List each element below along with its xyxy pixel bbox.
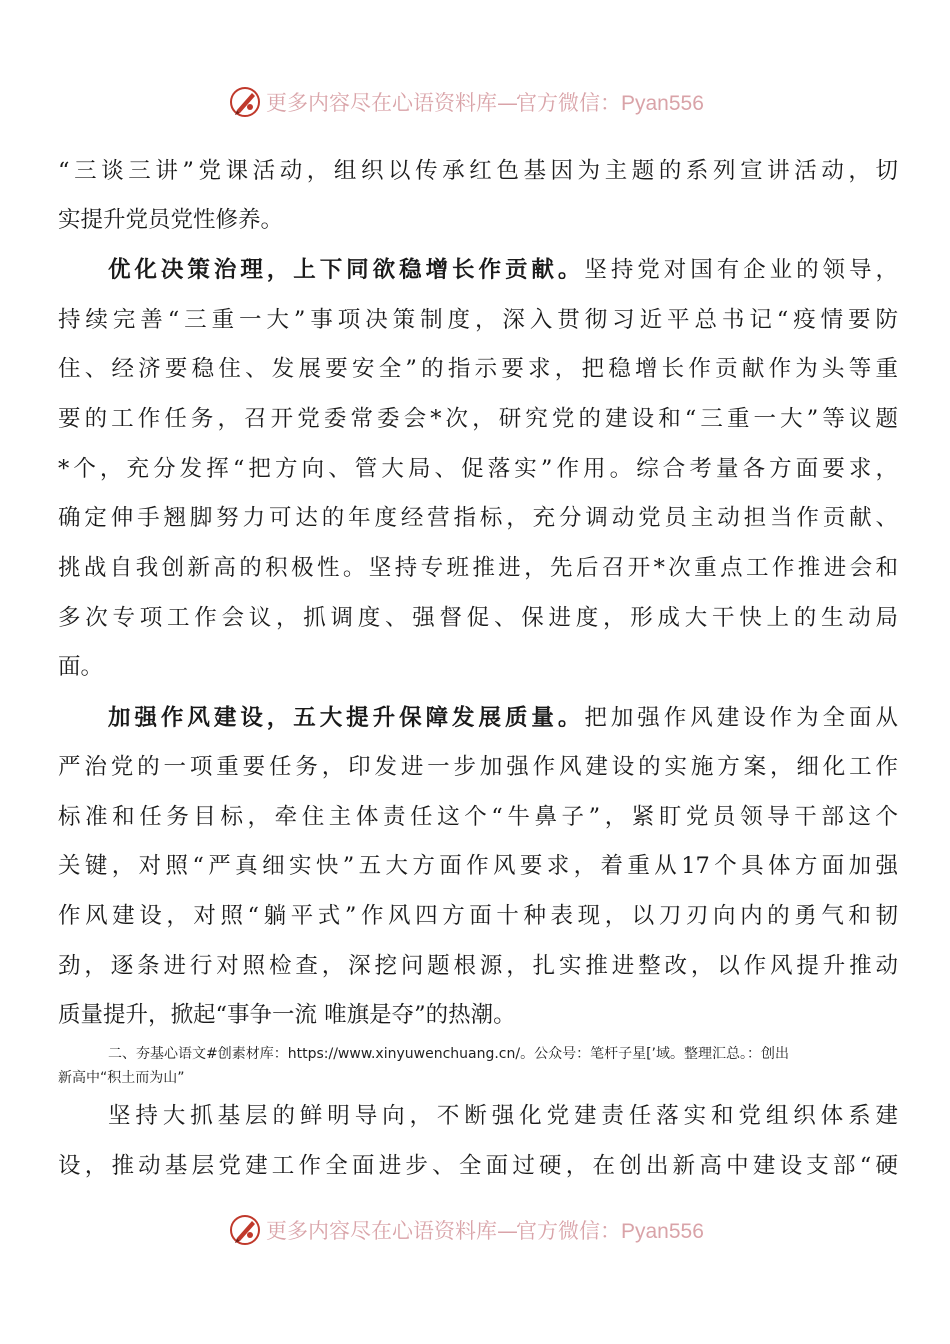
text-line-7: *个，充分发挥“把方向、管大局、促落实”作用。综合考量各方面要求， bbox=[58, 456, 898, 482]
text-line-17: 劲，逐条进行对照检查，深挖问题根源，扎实推进整改，以作风提升推动 bbox=[58, 953, 898, 979]
text-line-4: 持续完善“三重一大”事项决策制度，深入贯彻习近平总书记“疫情要防 bbox=[58, 307, 898, 333]
text-line-10: 多次专项工作会议，抓调度、强督促、保进度，形成大干快上的生动局 bbox=[58, 605, 898, 631]
text-line-18: 质量提升，掀起“事争一流 唯旗是夺”的热潮。 bbox=[58, 1002, 516, 1028]
text-line-8: 确定伸手翘脚努力可达的年度经营指标，充分调动党员主动担当作贡献、 bbox=[58, 505, 898, 531]
pen-seal-logo-icon bbox=[228, 1213, 262, 1247]
text-line-3 bbox=[108, 255, 898, 285]
watermark-official: 官方微信： bbox=[516, 1219, 621, 1243]
watermark-dash: — bbox=[497, 91, 516, 115]
watermark-banner-top bbox=[0, 82, 950, 122]
text-line-14: 标准和任务目标，牵住主体责任这个“牛鼻子”，紧盯党员领导干部这个 bbox=[58, 804, 898, 830]
text-line-1: “三谈三讲”党课活动，组织以传承红色基因为主题的系列宣讲活动，切 bbox=[58, 158, 898, 184]
text-line-9: 挑战自我创新高的积极性。坚持专班推进，先后召开*次重点工作推进会和 bbox=[58, 555, 898, 581]
text-line-3-rest: 坚持党对国有企业的领导， bbox=[584, 257, 898, 283]
watermark-official: 官方微信： bbox=[516, 91, 621, 115]
text-line-19: 坚持大抓基层的鲜明导向，不断强化党建责任落实和党组织体系建 bbox=[108, 1103, 898, 1129]
watermark-prefix: 更多内容尽在心语资料库 bbox=[266, 91, 497, 115]
text-line-11: 面。 bbox=[58, 654, 104, 680]
heading-decision: 优化决策治理，上下同欲稳增长作贡献。 bbox=[108, 257, 585, 283]
text-line-2: 实提升党员党性修养。 bbox=[58, 207, 284, 233]
text-line-15: 关键，对照“严真细实快”五大方面作风要求，着重从17个具体方面加强 bbox=[58, 853, 898, 879]
pen-seal-logo-icon bbox=[228, 85, 262, 119]
text-line-6: 要的工作任务，召开党委常委会*次，研究党的建设和“三重一大”等议题 bbox=[58, 406, 898, 432]
watermark-banner-bottom bbox=[0, 1210, 950, 1250]
text-line-5: 住、经济要稳住、发展要安全”的指示要求，把稳增长作贡献作为头等重 bbox=[58, 356, 898, 382]
source-note-line-2: 新高中“积土而为山” bbox=[58, 1070, 185, 1086]
text-line-12 bbox=[108, 703, 898, 733]
watermark-wechat-id: Pyan556 bbox=[621, 92, 704, 115]
heading-style: 加强作风建设，五大提升保障发展质量。 bbox=[108, 705, 585, 731]
watermark-prefix: 更多内容尽在心语资料库 bbox=[266, 1219, 497, 1243]
watermark-dash: — bbox=[497, 1219, 516, 1243]
text-line-12-rest: 把加强作风建设作为全面从 bbox=[584, 705, 898, 731]
text-line-16: 作风建设，对照“躺平式”作风四方面十种表现，以刀刃向内的勇气和韧 bbox=[58, 903, 898, 929]
source-note-line-1: 二、夯基心语文#创素材库：https://www.xinyuwenchuang.cn/。公众号：笔杆子星[’域。整理汇总。：创出 bbox=[108, 1046, 790, 1062]
text-line-20: 设，推动基层党建工作全面进步、全面过硬，在创出新高中建设支部“硬 bbox=[58, 1153, 898, 1179]
watermark-wechat-id: Pyan556 bbox=[621, 1220, 704, 1243]
text-line-13: 严治党的一项重要任务，印发进一步加强作风建设的实施方案，细化工作 bbox=[58, 754, 898, 780]
